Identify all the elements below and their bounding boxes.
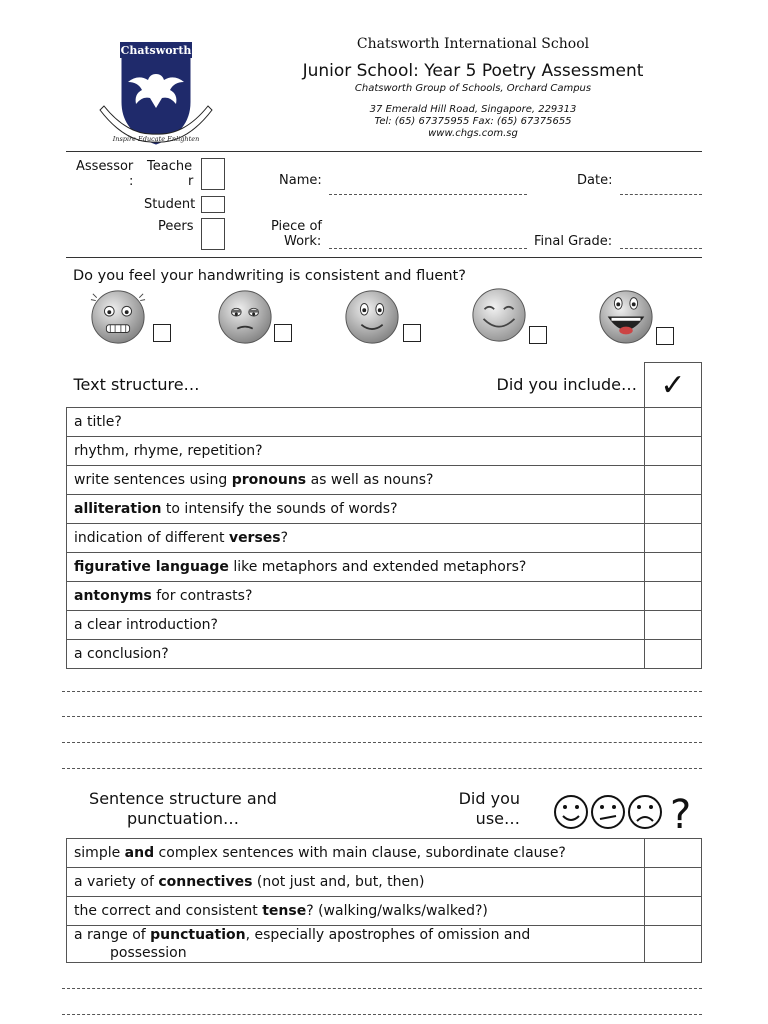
check-cell[interactable] bbox=[645, 495, 702, 524]
check-cell[interactable] bbox=[645, 839, 702, 868]
criterion-before: write sentences using bbox=[74, 472, 232, 488]
crest-label: Chatsworth bbox=[120, 44, 192, 57]
school-contact: Tel: (65) 67375955 Fax: (65) 67375655 bbox=[374, 116, 572, 127]
did-you-use bbox=[440, 789, 520, 829]
did-you-line2: use… bbox=[475, 809, 520, 828]
assessor-colon: : bbox=[129, 174, 134, 189]
check-cell[interactable] bbox=[645, 640, 702, 669]
criterion-text bbox=[67, 839, 645, 868]
check-cell[interactable] bbox=[645, 437, 702, 466]
writing-line[interactable] bbox=[62, 742, 702, 743]
criterion-line2: possession bbox=[110, 945, 187, 961]
content-face-icon bbox=[343, 288, 401, 346]
text-structure-row bbox=[67, 553, 702, 582]
criterion-before: a variety of bbox=[74, 874, 159, 890]
student-label: Student bbox=[144, 197, 196, 212]
page-title: Junior School: Year 5 Poetry Assessment bbox=[302, 61, 644, 81]
criterion-before: the correct and consistent bbox=[74, 903, 263, 919]
criterion-text bbox=[67, 437, 645, 466]
criterion-text bbox=[67, 495, 645, 524]
text-structure-row bbox=[67, 582, 702, 611]
final-grade-field[interactable] bbox=[620, 248, 702, 249]
criterion-bold: alliteration bbox=[74, 501, 162, 517]
school-website: www.chgs.com.sg bbox=[428, 128, 518, 139]
student-checkbox[interactable] bbox=[201, 196, 225, 213]
text-structure-heading: Text structure… bbox=[73, 375, 200, 395]
worried-face-icon bbox=[89, 288, 147, 346]
assessor-label: Assessor bbox=[76, 159, 134, 174]
criterion-after: like metaphors and extended metaphors? bbox=[228, 559, 527, 575]
criterion-before: a conclusion? bbox=[74, 646, 169, 662]
text-structure-row bbox=[67, 408, 702, 437]
criterion-before: a range of bbox=[74, 927, 151, 943]
worried-checkbox[interactable] bbox=[153, 324, 171, 342]
name-label: Name: bbox=[279, 173, 322, 188]
criterion-text bbox=[67, 868, 645, 897]
criterion-text bbox=[67, 553, 645, 582]
criterion-before: simple bbox=[74, 845, 125, 861]
peers-label: Peers bbox=[158, 219, 194, 234]
criterion-after: , especially apostrophes of omission and bbox=[245, 927, 531, 943]
handwriting-question: Do you feel your handwriting is consistent and fluent? bbox=[73, 268, 466, 284]
criterion-text bbox=[67, 640, 645, 669]
did-you-line1: Did you bbox=[458, 789, 520, 808]
school-crest bbox=[96, 40, 216, 150]
criterion-bold: verses bbox=[228, 530, 281, 546]
check-cell[interactable] bbox=[645, 553, 702, 582]
sentence-structure-table bbox=[66, 838, 702, 963]
criterion-bold: tense bbox=[262, 903, 307, 919]
school-name: Chatsworth International School bbox=[356, 36, 590, 52]
check-cell[interactable] bbox=[645, 408, 702, 437]
criterion-text bbox=[67, 897, 645, 926]
criterion-text bbox=[67, 926, 645, 963]
date-label: Date: bbox=[577, 173, 613, 188]
svg-text:?: ? bbox=[670, 792, 692, 834]
criterion-bold: and bbox=[124, 845, 155, 861]
text-structure-row bbox=[67, 611, 702, 640]
check-cell[interactable] bbox=[645, 897, 702, 926]
name-field[interactable] bbox=[329, 194, 527, 195]
crest-motto: Inspire Educate Enlighten bbox=[112, 135, 200, 143]
criterion-after: ? bbox=[280, 530, 289, 546]
date-field[interactable] bbox=[620, 194, 702, 195]
criterion-after: as well as nouns? bbox=[306, 472, 434, 488]
text-structure-header bbox=[67, 363, 702, 408]
happy-face-icon bbox=[470, 286, 528, 344]
check-cell[interactable] bbox=[645, 611, 702, 640]
criterion-before: rhythm, rhyme, repetition? bbox=[74, 443, 263, 459]
writing-line[interactable] bbox=[62, 1014, 702, 1015]
header-divider bbox=[66, 151, 702, 152]
form-divider bbox=[66, 257, 702, 258]
criterion-text bbox=[67, 408, 645, 437]
peers-checkbox[interactable] bbox=[201, 218, 225, 250]
criterion-text bbox=[67, 524, 645, 553]
check-cell[interactable] bbox=[645, 466, 702, 495]
check-cell[interactable] bbox=[645, 582, 702, 611]
happy-checkbox[interactable] bbox=[529, 326, 547, 344]
text-structure-heading-cell bbox=[67, 363, 645, 408]
criterion-after: ? (walking/walks/walked?) bbox=[306, 903, 488, 919]
criterion-after: complex sentences with main clause, subordinate clause? bbox=[154, 845, 566, 861]
text-structure-row bbox=[67, 495, 702, 524]
self-rating-faces-icon bbox=[552, 790, 694, 834]
criterion-bold: figurative language bbox=[74, 559, 229, 575]
text-structure-row bbox=[67, 524, 702, 553]
criterion-bold: pronouns bbox=[231, 472, 307, 488]
text-structure-row bbox=[67, 437, 702, 466]
teacher-label-b: r bbox=[188, 174, 194, 189]
piece-label-b: Work: bbox=[284, 234, 322, 249]
teacher-checkbox[interactable] bbox=[201, 158, 225, 190]
bored-checkbox[interactable] bbox=[274, 324, 292, 342]
text-structure-row bbox=[67, 640, 702, 669]
check-cell[interactable] bbox=[645, 926, 702, 963]
criterion-after: to intensify the sounds of words? bbox=[161, 501, 398, 517]
did-you-include: Did you include… bbox=[496, 375, 637, 395]
criterion-bold: punctuation bbox=[150, 927, 246, 943]
check-cell[interactable] bbox=[645, 868, 702, 897]
text-structure-row bbox=[67, 466, 702, 495]
check-cell[interactable] bbox=[645, 524, 702, 553]
teacher-label-a: Teache bbox=[147, 159, 193, 174]
piece-label-a: Piece of bbox=[271, 219, 322, 234]
sentence-structure-row bbox=[67, 839, 702, 868]
sentence-structure-row bbox=[67, 926, 702, 963]
school-group: Chatsworth Group of Schools, Orchard Campus bbox=[354, 83, 592, 94]
sentence-structure-heading bbox=[73, 789, 293, 829]
laughing-face-icon bbox=[597, 286, 655, 344]
sentence-structure-row bbox=[67, 897, 702, 926]
school-address: 37 Emerald Hill Road, Singapore, 229313 bbox=[369, 104, 577, 115]
content-checkbox[interactable] bbox=[403, 324, 421, 342]
bored-face-icon bbox=[216, 288, 274, 346]
sentence-heading-line2: punctuation… bbox=[126, 809, 240, 828]
writing-line[interactable] bbox=[62, 691, 702, 692]
text-structure-table bbox=[66, 362, 702, 669]
check-column-header: ✓ bbox=[645, 363, 702, 408]
final-grade-label: Final Grade: bbox=[534, 234, 613, 249]
writing-line[interactable] bbox=[62, 716, 702, 717]
criterion-before: a title? bbox=[74, 414, 122, 430]
criterion-text bbox=[67, 582, 645, 611]
writing-line[interactable] bbox=[62, 988, 702, 989]
writing-line[interactable] bbox=[62, 768, 702, 769]
criterion-bold: connectives bbox=[158, 874, 253, 890]
laughing-checkbox[interactable] bbox=[656, 327, 674, 345]
criterion-bold: antonyms bbox=[74, 588, 152, 604]
criterion-before: a clear introduction? bbox=[74, 617, 218, 633]
criterion-before: indication of different bbox=[74, 530, 229, 546]
piece-of-work-field[interactable] bbox=[329, 248, 527, 249]
criterion-text bbox=[67, 466, 645, 495]
sentence-structure-row bbox=[67, 868, 702, 897]
criterion-text bbox=[67, 611, 645, 640]
sentence-heading-line1: Sentence structure and bbox=[89, 789, 277, 808]
criterion-after: (not just and, but, then) bbox=[252, 874, 425, 890]
criterion-after: for contrasts? bbox=[151, 588, 253, 604]
